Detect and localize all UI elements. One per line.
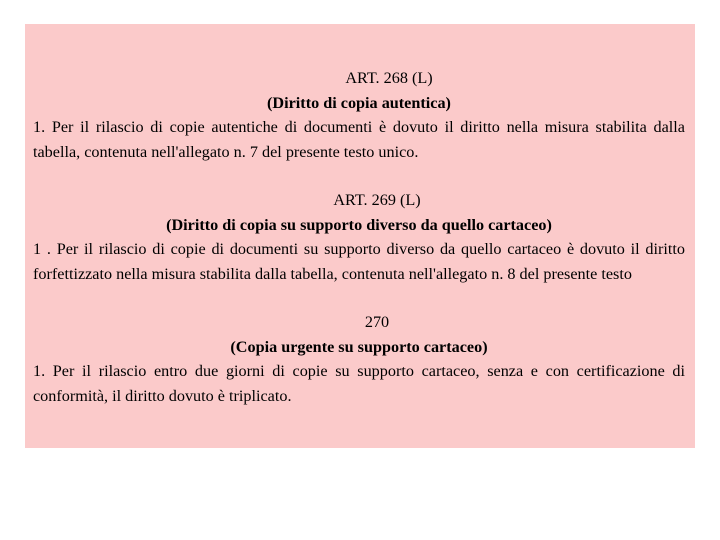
article-text: 1. Per il rilascio entro due giorni di copie su supporto cartaceo, senza e con certificazione di conformità, il diritto dovuto è triplicato. <box>33 362 685 405</box>
article-269 <box>33 188 685 286</box>
article-heading: 270 <box>364 313 390 331</box>
article-subheading: (Diritto di copia su supporto diverso da quello cartaceo) <box>166 215 552 234</box>
article-subheading: (Diritto di copia autentica) <box>267 93 451 112</box>
text-panel <box>25 24 695 448</box>
article-heading: ART. 269 (L) <box>333 191 421 209</box>
article-text: 1 . Per il rilascio di copie di documenti su supporto diverso da quello cartaceo è dovuto il diritto forfettizzato nella misura stabilita dalla tabella, contenuta nell'allegato n. 8 del presente testo <box>33 240 685 283</box>
article-heading: ART. 268 (L) <box>345 69 433 87</box>
article-subheading: (Copia urgente su supporto cartaceo) <box>230 337 488 356</box>
article-270 <box>33 310 685 408</box>
article-268 <box>33 66 685 164</box>
article-text: 1. Per il rilascio di copie autentiche di documenti è dovuto il diritto nella misura stabilita dalla tabella, contenuta nell'allegato n. 7 del presente testo unico. <box>33 118 685 161</box>
